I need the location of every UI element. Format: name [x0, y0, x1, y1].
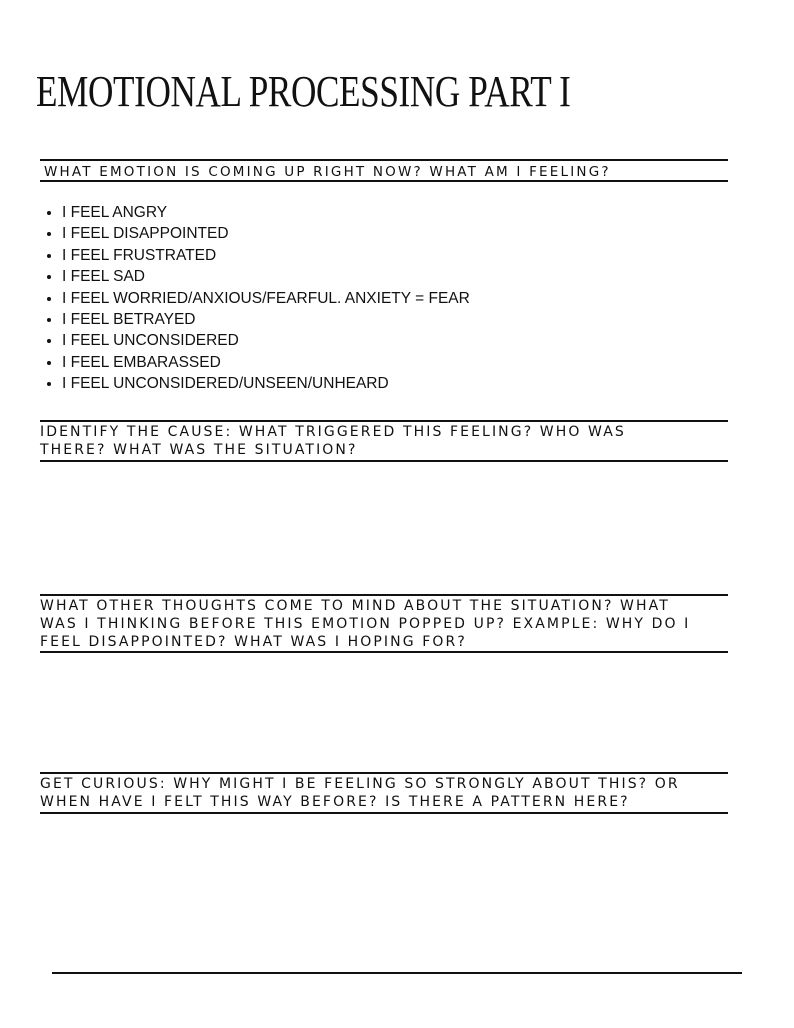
page-title: EMOTIONAL PROCESSING PART I	[36, 67, 571, 116]
list-item: • I FEEL FRUSTRATED	[62, 245, 470, 266]
bottom-divider	[52, 972, 742, 974]
list-item: • I FEEL ANGRY	[62, 202, 470, 223]
list-item: • I FEEL WORRIED/ANXIOUS/FEARFUL. ANXIETY = FEAR	[62, 288, 470, 309]
curious-question: GET CURIOUS: WHY MIGHT I BE FEELING SO STRONGLY ABOUT THIS? OR WHEN HAVE I FELT THIS WAY BEFORE? IS THERE A PATTERN HERE?	[40, 776, 680, 810]
list-item: • I FEEL DISAPPOINTED	[62, 223, 470, 244]
thoughts-question: WHAT OTHER THOUGHTS COME TO MIND ABOUT THE SITUATION? WHAT WAS I THINKING BEFORE THIS EMOTION POPPED UP? EXAMPLE: WHY DO I FEEL DISAPPOINTED? WHAT WAS I HOPING FOR?	[40, 598, 691, 650]
emotion-question-section	[40, 159, 728, 182]
cause-question: IDENTIFY THE CAUSE: WHAT TRIGGERED THIS FEELING? WHO WAS THERE? WHAT WAS THE SITUATION?	[40, 424, 626, 458]
list-item: • I FEEL UNCONSIDERED	[62, 330, 470, 351]
list-item: • I FEEL BETRAYED	[62, 309, 470, 330]
list-item: • I FEEL UNCONSIDERED/UNSEEN/UNHEARD	[62, 373, 470, 394]
curious-question-section	[40, 772, 728, 814]
list-item: • I FEEL EMBARASSED	[62, 352, 470, 373]
feelings-list	[44, 202, 470, 395]
thoughts-question-section	[40, 594, 728, 653]
cause-question-section	[40, 420, 728, 462]
emotion-question: WHAT EMOTION IS COMING UP RIGHT NOW? WHAT AM I FEELING?	[44, 164, 611, 180]
list-item: • I FEEL SAD	[62, 266, 470, 287]
